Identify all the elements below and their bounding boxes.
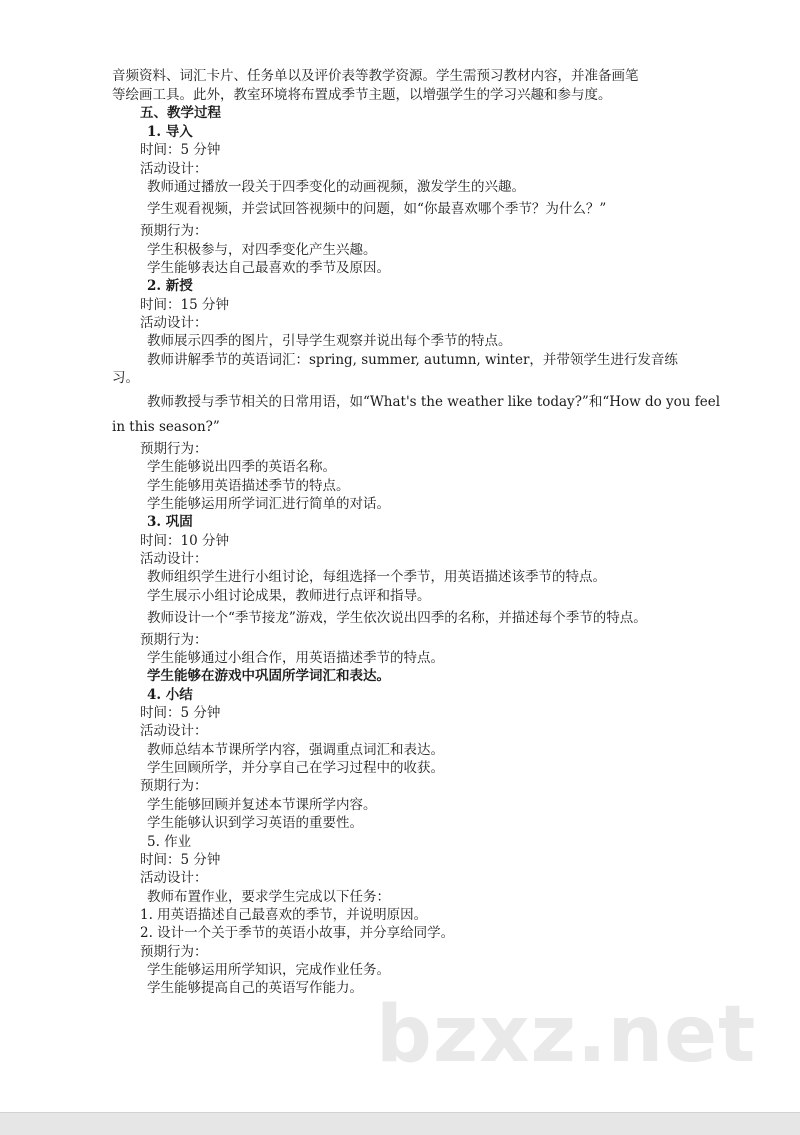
body-text: 音频资料、词汇卡片、任务单以及评价表等教学资源。学生需预习教材内容，并准备画笔 (112, 68, 639, 84)
body-text: 学生能够提高自己的英语写作能力。 (147, 980, 363, 996)
body-text: 学生能够通过小组合作，用英语描述季节的特点。 (147, 650, 444, 666)
body-text: 学生回顾所学，并分享自己在学习过程中的收获。 (147, 760, 444, 776)
body-text: 教师教授与季节相关的日常用语，如“What's the weather like today?”和“How do you feel (147, 394, 721, 410)
body-text: 2. 设计一个关于季节的英语小故事，并分享给同学。 (140, 925, 455, 941)
page-bottom-edge (0, 1112, 800, 1135)
body-text: 学生积极参与，对四季变化产生兴趣。 (147, 242, 377, 258)
section-heading: 五、教学过程 (140, 105, 221, 121)
body-text: 习。 (112, 370, 139, 386)
body-text: 活动设计： (140, 551, 208, 567)
body-text: 学生能够用英语描述季节的特点。 (147, 478, 350, 494)
body-text: 学生能够表达自己最喜欢的季节及原因。 (147, 260, 390, 276)
body-text: 时间：5 分钟 (140, 142, 221, 158)
body-text: 学生能够在游戏中巩固所学词汇和表达。 (147, 668, 390, 684)
subsection-heading: 2. 新授 (147, 278, 193, 294)
body-text: 活动设计： (140, 723, 208, 739)
subsection-heading: 4. 小结 (147, 687, 193, 703)
body-text: 学生能够说出四季的英语名称。 (147, 459, 336, 475)
body-text: 时间：5 分钟 (140, 705, 221, 721)
watermark: bzxz.net (376, 990, 757, 1080)
body-text: 时间：10 分钟 (140, 533, 229, 549)
body-text: 教师组织学生进行小组讨论，每组选择一个季节，用英语描述该季节的特点。 (147, 569, 606, 585)
body-text: 预期行为： (140, 778, 208, 794)
body-text: 教师展示四季的图片，引导学生观察并说出每个季节的特点。 (147, 333, 512, 349)
subsection-heading: 3. 巩固 (147, 514, 193, 530)
body-text: 时间：15 分钟 (140, 297, 229, 313)
body-text: 教师讲解季节的英语词汇：spring, summer, autumn, winter，并带领学生进行发音练 (147, 352, 678, 368)
body-text: 预期行为： (140, 223, 208, 239)
body-text: 活动设计： (140, 161, 208, 177)
body-text: 学生观看视频，并尝试回答视频中的问题，如“你最喜欢哪个季节？为什么？” (147, 201, 607, 217)
body-text: 学生能够运用所学词汇进行简单的对话。 (147, 496, 390, 512)
body-text: in this season?” (112, 419, 220, 435)
body-text: 预期行为： (140, 944, 208, 960)
subsection-heading: 5. 作业 (147, 834, 192, 850)
body-text: 等绘画工具。此外，教室环境将布置成季节主题，以增强学生的学习兴趣和参与度。 (112, 87, 612, 103)
body-text: 预期行为： (140, 441, 208, 457)
subsection-heading: 1. 导入 (147, 124, 193, 140)
body-text: 学生能够运用所学知识，完成作业任务。 (147, 962, 390, 978)
body-text: 学生能够回顾并复述本节课所学内容。 (147, 797, 377, 813)
body-text: 教师总结本节课所学内容，强调重点词汇和表达。 (147, 742, 444, 758)
body-text: 学生能够认识到学习英语的重要性。 (147, 815, 363, 831)
body-text: 预期行为： (140, 632, 208, 648)
body-text: 教师设计一个“季节接龙”游戏，学生依次说出四季的名称，并描述每个季节的特点。 (147, 610, 647, 626)
body-text: 教师布置作业，要求学生完成以下任务： (147, 889, 390, 905)
body-text: 时间：5 分钟 (140, 852, 221, 868)
body-text: 学生展示小组讨论成果，教师进行点评和指导。 (147, 588, 431, 604)
body-text: 教师通过播放一段关于四季变化的动画视频，激发学生的兴趣。 (147, 179, 525, 195)
body-text: 活动设计： (140, 870, 208, 886)
body-text: 1. 用英语描述自己最喜欢的季节，并说明原因。 (140, 907, 428, 923)
body-text: 活动设计： (140, 315, 208, 331)
